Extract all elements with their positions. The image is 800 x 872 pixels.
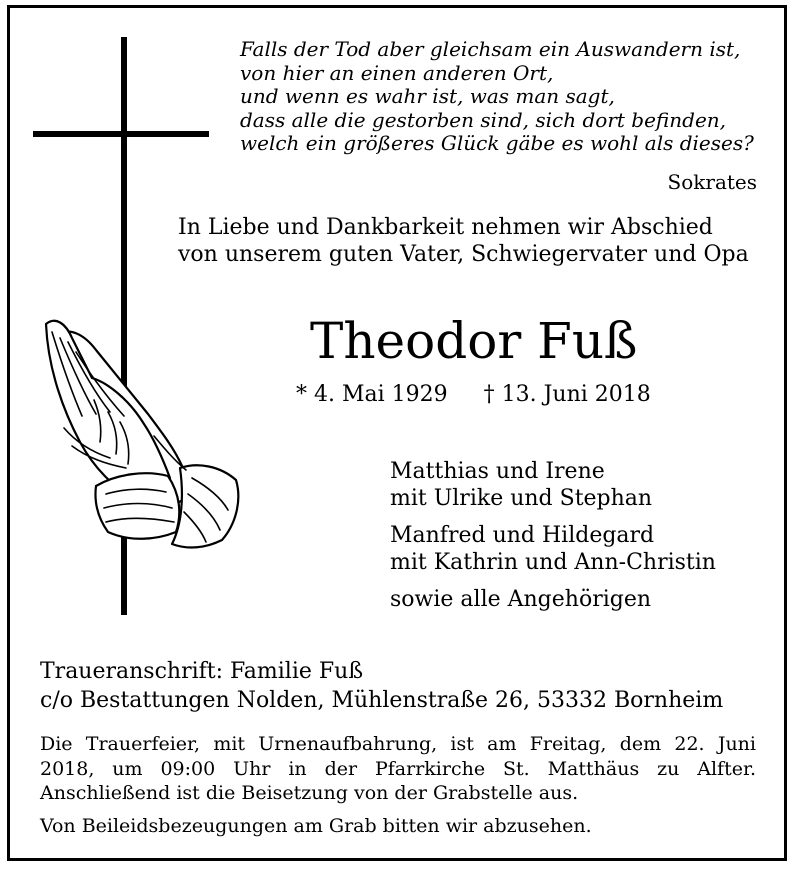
quote-line: welch ein größeres Glück gäbe es wohl als dieses? [240,131,754,155]
notice-line: Die Trauerfeier, mit Urnenaufbahrung, ist am Freitag, dem 22. Juni [40,733,756,755]
quote-line: und wenn es wahr ist, was man sagt, [240,84,615,108]
family-line: Manfred und Hildegard [390,523,655,548]
family-line: sowie alle Angehörigen [390,587,652,612]
quote-author: Sokrates [667,170,757,194]
cross-icon-bar [33,131,209,137]
family-group [390,458,780,512]
farewell-line: In Liebe und Dankbarkeit nehmen wir Abschied [178,215,713,240]
notice-line: 2018, um 09:00 Uhr in der Pfarrkirche St. Matthäus zu Alfter. [40,757,756,780]
birth-date: * 4. Mai 1929 [296,382,448,407]
praying-hands-icon [36,318,244,558]
family-line: mit Ulrike und Stephan [390,486,653,511]
quote-line: dass alle die gestorben sind, sich dort befinden, [240,107,727,132]
notice-line: Anschließend ist die Beisetzung von der Grabstelle aus. [40,782,579,804]
death-date: † 13. Juni 2018 [483,382,651,407]
family-group [390,522,780,576]
ceremony-notice [40,732,756,806]
quote [240,38,760,156]
mourning-address [40,657,780,715]
quote-line: Falls der Tod aber gleichsam ein Auswandern ist, [240,37,741,61]
farewell-line: von unserem guten Vater, Schwiegervater und Opa [178,242,749,267]
family-list [390,458,780,623]
deceased-name: Theodor Fuß [310,312,638,370]
farewell-text [178,214,758,268]
family-line: mit Kathrin und Ann-Christin [390,550,716,575]
life-dates [296,382,651,407]
address-line: c/o Bestattungen Nolden, Mühlenstraße 26, 53332 Bornheim [40,688,724,713]
quote-line: von hier an einen anderen Ort, [240,60,554,85]
address-line: Traueranschrift: Familie Fuß [40,659,364,684]
family-group [390,586,780,613]
closing-note: Von Beileidsbezeugungen am Grab bitten wir abzusehen. [40,815,592,837]
family-line: Matthias und Irene [390,459,605,484]
